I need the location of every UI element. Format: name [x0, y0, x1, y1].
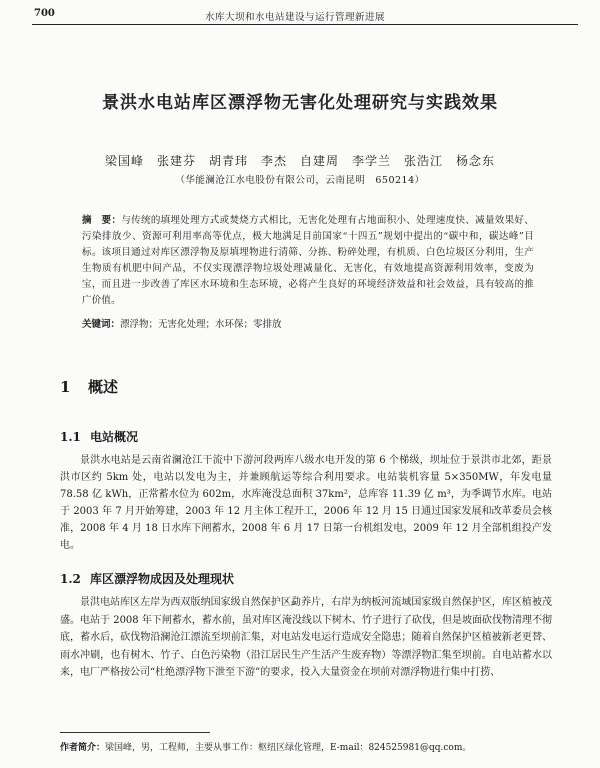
subsection-heading-1-2	[60, 570, 234, 587]
footnote-rule	[60, 732, 210, 733]
header-rule	[32, 24, 578, 25]
body-paragraph-debris-causes: 景洪电站库区左岸为西双版纳国家级自然保护区勐养片，右岸为纳板河流域国家级自然保护区，库区植被茂盛。电站于 2008 年下闸蓄水，蓄水前，虽对库区淹没线以下树木、竹子进行了砍伐，但是坡面砍伐物清理不彻底，蓄水后，砍伐物沿澜沧江漂流至坝前汇集，对电站发电运行造成安全隐患；随着自然保护区植被新老更替、雨水冲刷，也有树木、竹子、白色污染物（沿江居民生产生活产生废弃物）等漂浮物汇集至坝前。自电站蓄水以来，电厂严格按公司“杜绝漂浮物下泄至下游”的要求，投入大量资金在坝前对漂浮物进行集中打捞、	[60, 597, 552, 678]
abstract	[82, 213, 534, 309]
body-paragraph-station-overview: 景洪水电站是云南省澜沧江干流中下游河段两库八级水电开发的第 6 个梯级，坝址位于景洪市北郊，距景洪市区约 5km 处，电站以发电为主，并兼顾航运等综合利用要求。电站装机容量 5×350MW，年发电量 78.58 亿 kWh，正常蓄水位为 602m，水库淹没总面积 37km²，总库容 11.39 亿 m³，为季调节水库。电站于 2003 年 7 月开始筹建，2003 年 12 月主体工程开工，2006 年 12 月 15 日通过国家发展和改革委员会核准，2008 年 4 月 18 日水库下闸蓄水，2008 年 6 月 17 日第一台机组发电，2009 年 12 月全部机组投产发电。	[60, 455, 552, 551]
subsection-title: 电站概况	[90, 430, 139, 444]
page-number: 700	[34, 8, 55, 19]
footnote-text: 梁国峰，男，工程师，主要从事工作：枢纽区绿化管理，E-mail：824525981@qq.com。	[105, 743, 472, 753]
author-footnote	[60, 740, 471, 753]
subsection-heading-1-1	[60, 428, 138, 445]
section-heading-1	[60, 376, 118, 397]
abstract-label: 摘 要：	[82, 215, 122, 226]
subsection-number: 1.2	[60, 572, 81, 586]
affiliation: （华能澜沧江水电股份有限公司，云南昆明 650214）	[175, 175, 425, 186]
section-number: 1	[60, 378, 71, 396]
paper-title: 景洪水电站库区漂浮物无害化处理研究与实践效果	[102, 93, 498, 113]
footnote-label: 作者简介：	[60, 743, 106, 753]
keywords-label: 关键词：	[82, 319, 121, 330]
section-title: 概述	[88, 378, 119, 396]
running-title: 水库大坝和水电站建设与运行管理新进展	[205, 12, 386, 23]
subsection-title: 库区漂浮物成因及处理现状	[90, 572, 235, 586]
abstract-text: 与传统的填埋处理方式或焚烧方式相比，无害化处理有占地面积小、处理速度快、减量效果好、污染排放少、资源可利用率高等优点，极大地满足目前国家“十四五”规划中提出的“碳中和，碳达峰”目标。该项目通过对库区漂浮物及原填埋物进行清筛、分拣、粉碎处理，有机质、白色垃圾区分利用，生产生物质有机肥中间产品，不仅实现漂浮物垃圾处理减量化、无害化，有效地提高资源利用效率，变废为宝，而且进一步改善了库区水环境和生态环境，必将产生良好的环境经济效益和社会效益，具有较高的推广价值。	[82, 215, 534, 306]
author-list: 梁国峰 张建芬 胡青玮 李杰 自建周 李学兰 张浩江 杨念东	[104, 154, 495, 168]
subsection-number: 1.1	[60, 430, 81, 444]
keywords	[82, 317, 534, 333]
keywords-text: 漂浮物；无害化处理；水环保；零排放	[120, 319, 282, 330]
